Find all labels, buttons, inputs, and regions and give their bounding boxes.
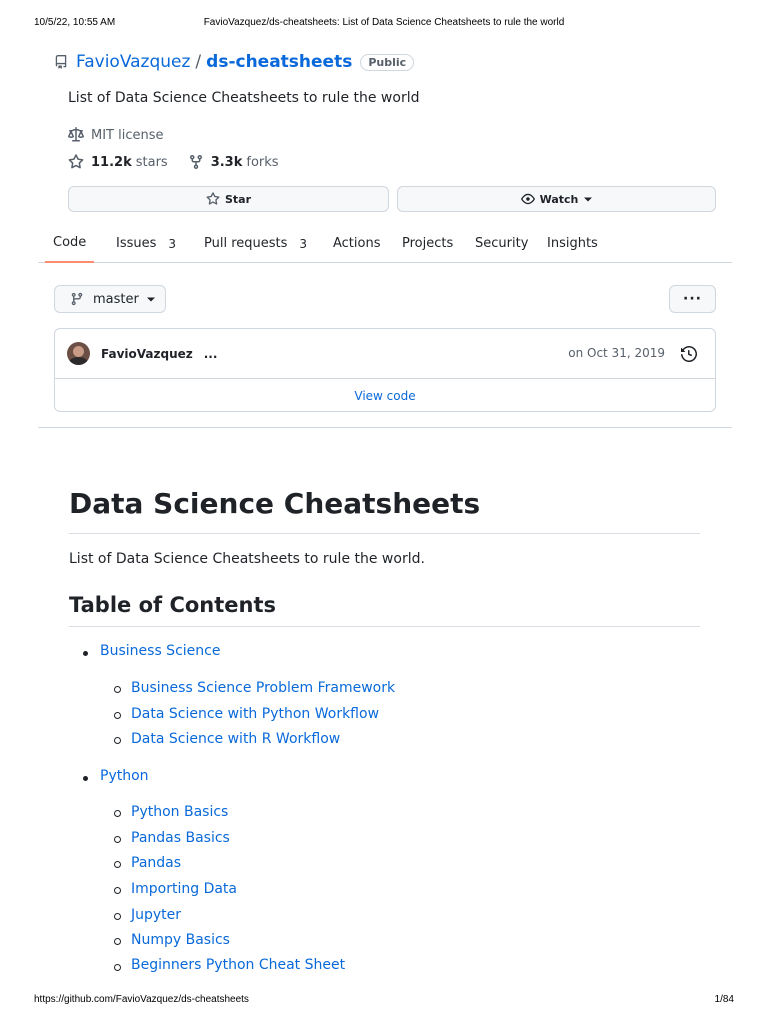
list-bullet [114, 887, 121, 894]
repo-title [54, 51, 414, 73]
list-bullet [83, 776, 88, 781]
more-options-button[interactable] [669, 285, 716, 313]
repo-separator: / [195, 52, 202, 72]
tab-projects[interactable] [402, 224, 453, 263]
fork-icon [188, 154, 204, 170]
list-bullet [114, 810, 121, 817]
history-icon[interactable] [681, 346, 697, 362]
tab-count: 3 [299, 236, 308, 251]
print-url: https://github.com/FavioVazquez/ds-cheatsheets [34, 994, 249, 1005]
stats-row [68, 154, 299, 170]
avatar[interactable] [67, 342, 90, 365]
toc-link[interactable]: Pandas Basics [131, 830, 230, 846]
stars-link[interactable] [68, 154, 168, 170]
repo-name-link[interactable]: ds-cheatsheets [206, 52, 353, 72]
license-label[interactable]: MIT license [91, 127, 164, 143]
tab-label: Insights [547, 236, 598, 251]
tab-count: 3 [168, 236, 177, 251]
print-footer [34, 994, 734, 1008]
heading-rule [69, 626, 700, 627]
repo-icon [54, 55, 68, 69]
git-branch-icon [70, 292, 84, 306]
list-bullet [114, 938, 121, 945]
watch-button-label: Watch [539, 192, 579, 206]
visibility-badge: Public [360, 54, 414, 71]
print-header [34, 17, 734, 31]
toc-link-business-science[interactable]: Business Science [100, 643, 221, 659]
tab-label: Pull requests [204, 236, 288, 251]
star-button-label: Star [224, 192, 252, 206]
latest-commit-row [55, 329, 715, 379]
tab-issues[interactable] [116, 224, 176, 263]
tab-actions[interactable] [333, 224, 381, 263]
readme-intro: List of Data Science Cheatsheets to rule the world. [69, 551, 425, 567]
toc-heading: Table of Contents [69, 593, 277, 617]
toc-link[interactable]: Beginners Python Cheat Sheet [131, 957, 346, 973]
forks-link[interactable] [188, 154, 279, 170]
toc-link[interactable]: Python Basics [131, 804, 229, 820]
tab-pull-requests[interactable] [204, 224, 307, 263]
list-bullet [114, 686, 121, 693]
tab-label: Code [53, 235, 87, 250]
list-bullet [114, 913, 121, 920]
toc-link[interactable]: Jupyter [131, 907, 182, 923]
commit-message-toggle[interactable]: ... [203, 346, 218, 361]
list-bullet [114, 712, 121, 719]
list-bullet [83, 651, 88, 656]
tab-insights[interactable] [547, 224, 598, 263]
tab-label: Projects [402, 236, 454, 251]
toc-link[interactable]: Numpy Basics [131, 932, 230, 948]
tab-code[interactable] [45, 224, 94, 263]
license-row [68, 127, 164, 143]
list-bullet [114, 964, 121, 971]
toc-link[interactable]: Importing Data [131, 881, 237, 897]
list-bullet [114, 861, 121, 868]
tab-security[interactable] [475, 224, 528, 263]
caret-down-icon [584, 195, 592, 203]
commit-author[interactable]: FavioVazquez [101, 346, 193, 361]
star-icon [68, 154, 84, 170]
branch-name: master [93, 291, 139, 307]
commit-date[interactable]: on Oct 31, 2019 [568, 346, 665, 360]
list-bullet [114, 836, 121, 843]
toc-link[interactable]: Data Science with Python Workflow [131, 706, 380, 722]
repo-owner-link[interactable]: FavioVazquez [76, 52, 191, 72]
toc-link[interactable]: Business Science Problem Framework [131, 680, 396, 696]
toc-link[interactable]: Pandas [131, 855, 182, 871]
tab-label: Actions [333, 236, 381, 251]
print-page-number: 1/84 [714, 994, 734, 1005]
heading-rule [69, 533, 700, 534]
view-code-link[interactable]: View code [354, 388, 416, 403]
print-timestamp: 10/5/22, 10:55 AM [34, 17, 116, 28]
repo-description: List of Data Science Cheatsheets to rule the world [68, 90, 420, 106]
tab-label: Issues [116, 236, 157, 251]
forks-label: forks [246, 154, 279, 170]
divider [38, 427, 732, 428]
print-page-title: FavioVazquez/ds-cheatsheets: List of Data Science Cheatsheets to rule the world [203, 17, 565, 28]
watch-button[interactable] [397, 186, 716, 212]
eye-icon [521, 192, 535, 206]
caret-down-icon [147, 295, 155, 303]
star-icon [206, 192, 220, 206]
repo-nav-tabs [38, 224, 732, 263]
branch-selector[interactable] [54, 285, 166, 313]
law-icon [68, 127, 84, 143]
kebab-icon: ··· [683, 291, 702, 307]
star-button[interactable] [68, 186, 389, 212]
stars-count: 11.2k [91, 154, 132, 170]
stars-label: stars [135, 154, 168, 170]
toc-link-python[interactable]: Python [100, 768, 149, 784]
latest-commit-box [54, 328, 716, 412]
tab-label: Security [475, 236, 529, 251]
forks-count: 3.3k [210, 154, 243, 170]
list-bullet [114, 737, 121, 744]
readme-title: Data Science Cheatsheets [69, 487, 481, 520]
toc-link[interactable]: Data Science with R Workflow [131, 731, 341, 747]
